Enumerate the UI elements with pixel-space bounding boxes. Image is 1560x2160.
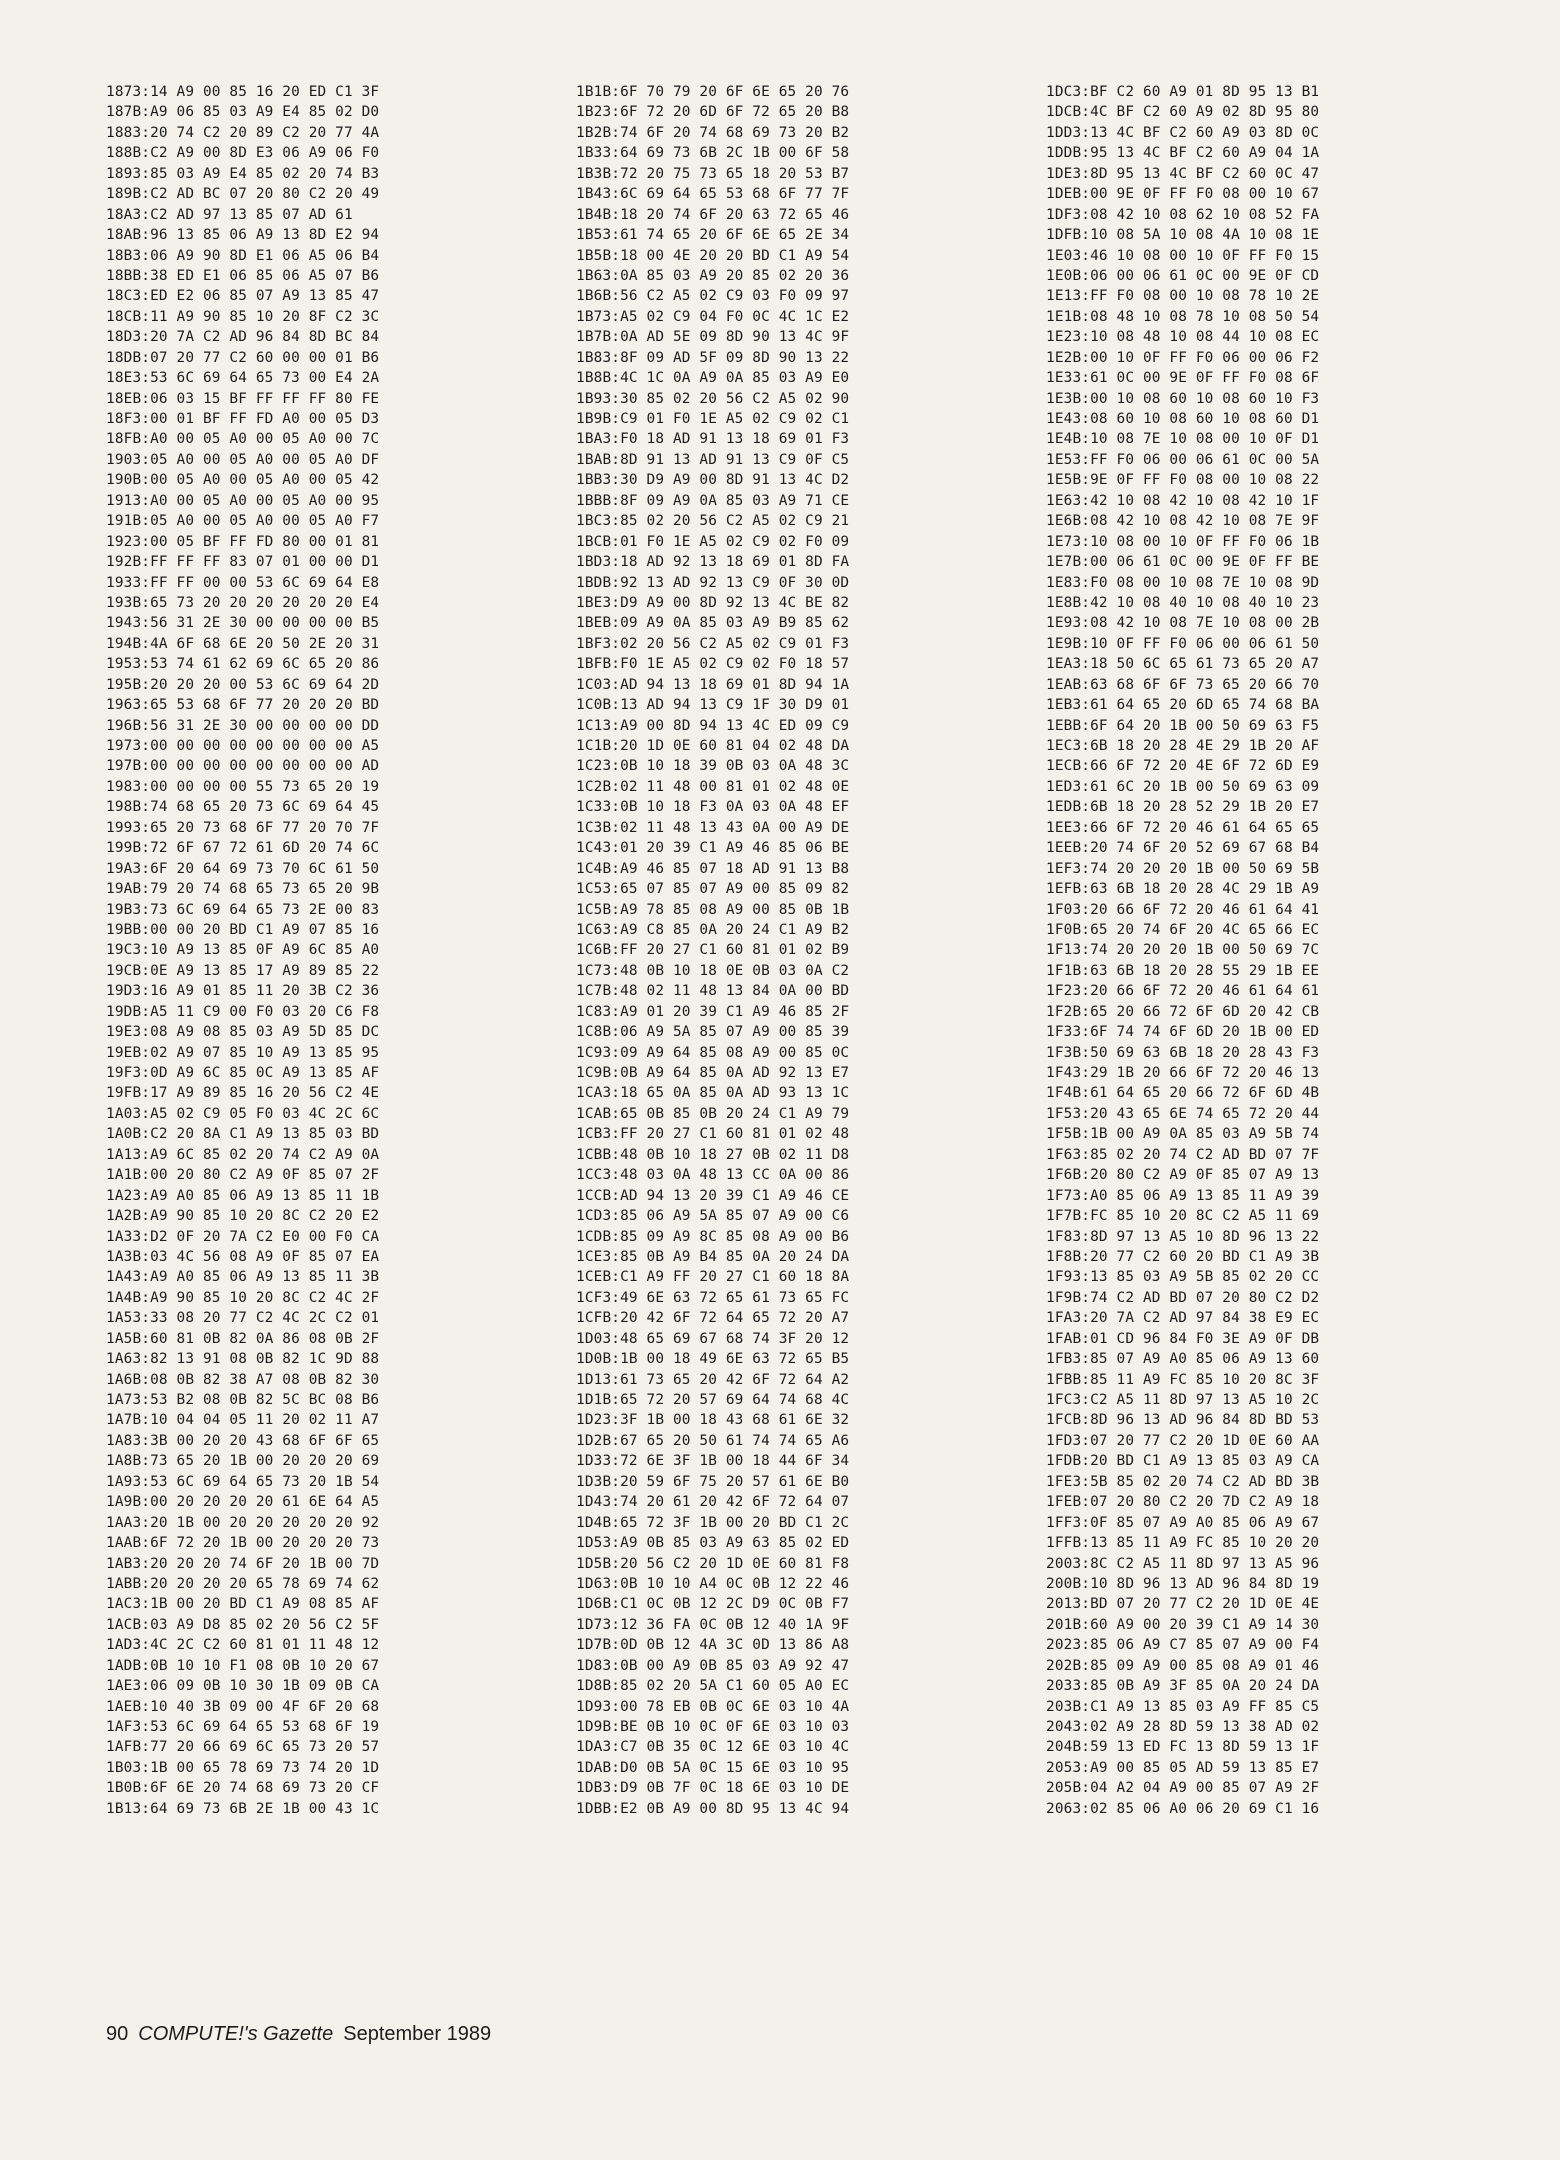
listing-line: 18E3:53 6C 69 64 65 73 00 E4 2A (106, 370, 380, 387)
listing-line: 1AEB:10 40 3B 09 00 4F 6F 20 68 (106, 1698, 380, 1715)
listing-line: 1DB3:D9 0B 7F 0C 18 6E 03 10 DE (576, 1780, 850, 1797)
listing-line: 188B:C2 A9 00 8D E3 06 A9 06 F0 (106, 145, 380, 162)
listing-line: 1F0B:65 20 74 6F 20 4C 65 66 EC (1046, 921, 1320, 938)
listing-line: 1F9B:74 C2 AD BD 07 20 80 C2 D2 (1046, 1289, 1320, 1306)
listing-line: 1ECB:66 6F 72 20 4E 6F 72 6D E9 (1046, 758, 1320, 775)
publication-name: COMPUTE!'s Gazette (138, 2023, 334, 2045)
listing-column-3 (1046, 82, 1486, 1819)
listing-line: 1E3B:00 10 08 60 10 08 60 10 F3 (1046, 390, 1320, 407)
listing-line: 1E83:F0 08 00 10 08 7E 10 08 9D (1046, 574, 1320, 591)
listing-line: 1B8B:4C 1C 0A A9 0A 85 03 A9 E0 (576, 370, 850, 387)
listing-line: 1943:56 31 2E 30 00 00 00 00 B5 (106, 615, 380, 632)
listing-line: 192B:FF FF FF 83 07 01 00 00 D1 (106, 554, 380, 571)
listing-line: 1A73:53 B2 08 0B 82 5C BC 08 B6 (106, 1392, 380, 1408)
listing-line: 1B1B:6F 70 79 20 6F 6E 65 20 76 (576, 84, 850, 100)
listing-line: 1A5B:60 81 0B 82 0A 86 08 0B 2F (106, 1330, 380, 1347)
listing-line: 1AF3:53 6C 69 64 65 53 68 6F 19 (106, 1719, 380, 1735)
listing-line: 1B7B:0A AD 5E 09 8D 90 13 4C 9F (576, 329, 850, 346)
listing-line: 1C13:A9 00 8D 94 13 4C ED 09 C9 (576, 717, 850, 734)
listing-line: 19C3:10 A9 13 85 0F A9 6C 85 A0 (106, 942, 380, 959)
listing-line: 1FEB:07 20 80 C2 20 7D C2 A9 18 (1046, 1494, 1320, 1511)
listing-line: 1A33:D2 0F 20 7A C2 E0 00 F0 CA (106, 1228, 380, 1245)
listing-line: 1D7B:0D 0B 12 4A 3C 0D 13 86 A8 (576, 1637, 850, 1654)
listing-line: 1BFB:F0 1E A5 02 C9 02 F0 18 57 (576, 656, 850, 673)
listing-line: 18BB:38 ED E1 06 85 06 A5 07 B6 (106, 267, 380, 284)
listing-line: 1FC3:C2 A5 11 8D 97 13 A5 10 2C (1046, 1392, 1320, 1408)
listing-line: 1E9B:10 0F FF F0 06 00 06 61 50 (1046, 635, 1320, 652)
listing-line: 1B6B:56 C2 A5 02 C9 03 F0 09 97 (576, 288, 850, 305)
listing-line: 1DCB:4C BF C2 60 A9 02 8D 95 80 (1046, 104, 1320, 121)
listing-line: 1BCB:01 F0 1E A5 02 C9 02 F0 09 (576, 533, 850, 550)
listing-line: 1A3B:03 4C 56 08 A9 0F 85 07 EA (106, 1248, 380, 1265)
listing-line: 18AB:96 13 85 06 A9 13 8D E2 94 (106, 227, 380, 244)
listing-line: 1C4B:A9 46 85 07 18 AD 91 13 B8 (576, 860, 850, 877)
listing-line: 1D1B:65 72 20 57 69 64 74 68 4C (576, 1392, 850, 1408)
listing-line: 19BB:00 00 20 BD C1 A9 07 85 16 (106, 921, 380, 938)
listing-line: 1F13:74 20 20 20 1B 00 50 69 7C (1046, 942, 1320, 959)
listing-line: 1A83:3B 00 20 20 43 68 6F 6F 65 (106, 1432, 380, 1449)
listing-line: 1AB3:20 20 20 74 6F 20 1B 00 7D (106, 1555, 380, 1572)
listing-line: 1A13:A9 6C 85 02 20 74 C2 A9 0A (106, 1146, 380, 1163)
listing-line: 1D6B:C1 0C 0B 12 2C D9 0C 0B F7 (576, 1596, 850, 1613)
listing-line: 18B3:06 A9 90 8D E1 06 A5 06 B4 (106, 247, 380, 264)
listing-line: 1F6B:20 80 C2 A9 0F 85 07 A9 13 (1046, 1167, 1320, 1184)
listing-line: 1D8B:85 02 20 5A C1 60 05 A0 EC (576, 1678, 850, 1695)
listing-line: 1923:00 05 BF FF FD 80 00 01 81 (106, 533, 380, 550)
listing-line: 1973:00 00 00 00 00 00 00 00 A5 (106, 738, 380, 754)
listing-line: 1BEB:09 A9 0A 85 03 A9 B9 85 62 (576, 615, 850, 632)
listing-line: 1C9B:0B A9 64 85 0A AD 92 13 E7 (576, 1065, 850, 1081)
listing-line: 1CC3:48 03 0A 48 13 CC 0A 00 86 (576, 1167, 850, 1184)
listing-line: 1BE3:D9 A9 00 8D 92 13 4C BE 82 (576, 594, 850, 611)
listing-line: 2013:BD 07 20 77 C2 20 1D 0E 4E (1046, 1596, 1320, 1613)
listing-column-1 (106, 82, 546, 1819)
listing-line: 1BBB:8F 09 A9 0A 85 03 A9 71 CE (576, 492, 850, 509)
listing-line: 1E63:42 10 08 42 10 08 42 10 1F (1046, 492, 1320, 509)
listing-line: 19FB:17 A9 89 85 16 20 56 C2 4E (106, 1085, 380, 1102)
listing-line: 1A1B:00 20 80 C2 A9 0F 85 07 2F (106, 1167, 380, 1184)
listing-line: 1E53:FF F0 06 00 06 61 0C 00 5A (1046, 451, 1320, 468)
listing-line: 187B:A9 06 85 03 A9 E4 85 02 D0 (106, 104, 380, 121)
listing-line: 1B43:6C 69 64 65 53 68 6F 77 7F (576, 186, 850, 203)
listing-line: 1F7B:FC 85 10 20 8C C2 A5 11 69 (1046, 1208, 1320, 1225)
listing-line: 1B23:6F 72 20 6D 6F 72 65 20 B8 (576, 104, 850, 121)
listing-line: 1F43:29 1B 20 66 6F 72 20 46 13 (1046, 1065, 1320, 1081)
listing-column-2 (576, 82, 1016, 1819)
listing-line: 1FAB:01 CD 96 84 F0 3E A9 0F DB (1046, 1330, 1320, 1347)
listing-line: 1B53:61 74 65 20 6F 6E 65 2E 34 (576, 227, 850, 244)
listing-line: 1B3B:72 20 75 73 65 18 20 53 B7 (576, 165, 850, 182)
listing-line: 1E33:61 0C 00 9E 0F FF F0 08 6F (1046, 370, 1320, 387)
listing-line: 1CE3:85 0B A9 B4 85 0A 20 24 DA (576, 1248, 850, 1265)
listing-line: 1EDB:6B 18 20 28 52 29 1B 20 E7 (1046, 799, 1320, 816)
listing-line: 1D83:0B 00 A9 0B 85 03 A9 92 47 (576, 1657, 850, 1674)
listing-line: 1CF3:49 6E 63 72 65 61 73 65 FC (576, 1289, 850, 1306)
listing-line: 1EC3:6B 18 20 28 4E 29 1B 20 AF (1046, 738, 1320, 754)
listing-line: 1C7B:48 02 11 48 13 84 0A 00 BD (576, 983, 850, 1000)
listing-line: 1EA3:18 50 6C 65 61 73 65 20 A7 (1046, 656, 1320, 673)
listing-line: 19F3:0D A9 6C 85 0C A9 13 85 AF (106, 1065, 380, 1081)
listing-line: 1FDB:20 BD C1 A9 13 85 03 A9 CA (1046, 1453, 1320, 1470)
listing-line: 189B:C2 AD BC 07 20 80 C2 20 49 (106, 186, 380, 203)
listing-line: 1F53:20 43 65 6E 74 65 72 20 44 (1046, 1105, 1320, 1122)
listing-line: 1D53:A9 0B 85 03 A9 63 85 02 ED (576, 1535, 850, 1552)
page-footer (106, 2023, 501, 2046)
listing-line: 1BC3:85 02 20 56 C2 A5 02 C9 21 (576, 513, 850, 530)
listing-line: 1883:20 74 C2 20 89 C2 20 77 4A (106, 124, 380, 141)
listing-line: 1C63:A9 C8 85 0A 20 24 C1 A9 B2 (576, 921, 850, 938)
listing-line: 1F63:85 02 20 74 C2 AD BD 07 7F (1046, 1146, 1320, 1163)
listing-line: 18A3:C2 AD 97 13 85 07 AD 61 (106, 206, 353, 223)
listing-line: 1E03:46 10 08 00 10 0F FF F0 15 (1046, 247, 1320, 264)
listing-line: 1CEB:C1 A9 FF 20 27 C1 60 18 8A (576, 1269, 850, 1286)
listing-line: 196B:56 31 2E 30 00 00 00 00 DD (106, 717, 380, 734)
listing-line: 1BB3:30 D9 A9 00 8D 91 13 4C D2 (576, 472, 850, 489)
listing-line: 1963:65 53 68 6F 77 20 20 20 BD (106, 697, 380, 714)
listing-line: 1B0B:6F 6E 20 74 68 69 73 20 CF (106, 1780, 380, 1797)
listing-line: 2043:02 A9 28 8D 59 13 38 AD 02 (1046, 1719, 1320, 1735)
listing-line: 1C03:AD 94 13 18 69 01 8D 94 1A (576, 676, 850, 693)
listing-line: 18C3:ED E2 06 85 07 A9 13 85 47 (106, 288, 380, 305)
listing-line: 1DF3:08 42 10 08 62 10 08 52 FA (1046, 206, 1320, 223)
listing-line: 1A2B:A9 90 85 10 20 8C C2 20 E2 (106, 1208, 380, 1225)
listing-line: 1CA3:18 65 0A 85 0A AD 93 13 1C (576, 1085, 850, 1102)
listing-line: 1FF3:0F 85 07 A9 A0 85 06 A9 67 (1046, 1514, 1320, 1531)
listing-line: 193B:65 73 20 20 20 20 20 20 E4 (106, 594, 380, 611)
listing-line: 1F03:20 66 6F 72 20 46 61 64 41 (1046, 901, 1320, 918)
listing-line: 19AB:79 20 74 68 65 73 65 20 9B (106, 881, 380, 898)
listing-line: 1F2B:65 20 66 72 6F 6D 20 42 CB (1046, 1003, 1320, 1020)
listing-line: 1CCB:AD 94 13 20 39 C1 A9 46 CE (576, 1187, 850, 1204)
listing-line: 1F4B:61 64 65 20 66 72 6F 6D 4B (1046, 1085, 1320, 1102)
listing-line: 1A03:A5 02 C9 05 F0 03 4C 2C 6C (106, 1105, 380, 1122)
listing-line: 1F1B:63 6B 18 20 28 55 29 1B EE (1046, 962, 1320, 979)
page-number: 90 (106, 2023, 129, 2045)
listing-line: 1D23:3F 1B 00 18 43 68 61 6E 32 (576, 1412, 850, 1429)
listing-line: 1DC3:BF C2 60 A9 01 8D 95 13 B1 (1046, 84, 1320, 100)
listing-line: 1D43:74 20 61 20 42 6F 72 64 07 (576, 1494, 850, 1511)
listing-line: 1933:FF FF 00 00 53 6C 69 64 E8 (106, 574, 380, 591)
listing-line: 1C43:01 20 39 C1 A9 46 85 06 BE (576, 840, 850, 857)
listing-line: 1EEB:20 74 6F 20 52 69 67 68 B4 (1046, 840, 1320, 857)
listing-line: 18DB:07 20 77 C2 60 00 00 01 B6 (106, 349, 380, 366)
listing-line: 1B33:64 69 73 6B 2C 1B 00 6F 58 (576, 145, 850, 162)
listing-line: 1C3B:02 11 48 13 43 0A 00 A9 DE (576, 819, 850, 836)
listing-line: 1B13:64 69 73 6B 2E 1B 00 43 1C (106, 1800, 380, 1817)
listing-line: 1C33:0B 10 18 F3 0A 03 0A 48 EF (576, 799, 850, 816)
listing-line: 1953:53 74 61 62 69 6C 65 20 86 (106, 656, 380, 673)
listing-line: 1913:A0 00 05 A0 00 05 A0 00 95 (106, 492, 380, 509)
listing-line: 1CD3:85 06 A9 5A 85 07 A9 00 C6 (576, 1208, 850, 1225)
listing-line: 1B03:1B 00 65 78 69 73 74 20 1D (106, 1759, 380, 1776)
listing-line: 1FA3:20 7A C2 AD 97 84 38 E9 EC (1046, 1310, 1320, 1327)
listing-line: 1B73:A5 02 C9 04 F0 0C 4C 1C E2 (576, 308, 850, 325)
listing-line: 19E3:08 A9 08 85 03 A9 5D 85 DC (106, 1024, 380, 1041)
listing-line: 1E13:FF F0 08 00 10 08 78 10 2E (1046, 288, 1320, 305)
listing-line: 18CB:11 A9 90 85 10 20 8F C2 3C (106, 308, 380, 325)
listing-line: 1A9B:00 20 20 20 20 61 6E 64 A5 (106, 1494, 380, 1511)
listing-line: 1993:65 20 73 68 6F 77 20 70 7F (106, 819, 380, 836)
listing-line: 1CDB:85 09 A9 8C 85 08 A9 00 B6 (576, 1228, 850, 1245)
listing-line: 19A3:6F 20 64 69 73 70 6C 61 50 (106, 860, 380, 877)
listing-line: 1F8B:20 77 C2 60 20 BD C1 A9 3B (1046, 1248, 1320, 1265)
listing-line: 1E8B:42 10 08 40 10 08 40 10 23 (1046, 594, 1320, 611)
listing-line: 198B:74 68 65 20 73 6C 69 64 45 (106, 799, 380, 816)
listing-line: 1C93:09 A9 64 85 08 A9 00 85 0C (576, 1044, 850, 1061)
listing-line: 1BD3:18 AD 92 13 18 69 01 8D FA (576, 554, 850, 571)
listing-line: 1C73:48 0B 10 18 0E 0B 03 0A C2 (576, 962, 850, 979)
listing-line: 1A63:82 13 91 08 0B 82 1C 9D 88 (106, 1351, 380, 1368)
listing-line: 1E7B:00 06 61 0C 00 9E 0F FF BE (1046, 554, 1320, 571)
listing-line: 1FBB:85 11 A9 FC 85 10 20 8C 3F (1046, 1371, 1320, 1388)
listing-line: 1AFB:77 20 66 69 6C 65 73 20 57 (106, 1739, 380, 1756)
listing-line: 1983:00 00 00 00 55 73 65 20 19 (106, 778, 380, 795)
listing-line: 19CB:0E A9 13 85 17 A9 89 85 22 (106, 962, 380, 979)
listing-line: 1C8B:06 A9 5A 85 07 A9 00 85 39 (576, 1024, 850, 1041)
listing-line: 1BAB:8D 91 13 AD 91 13 C9 0F C5 (576, 451, 850, 468)
listing-line: 1E43:08 60 10 08 60 10 08 60 D1 (1046, 411, 1320, 427)
listing-line: 1F93:13 85 03 A9 5B 85 02 20 CC (1046, 1269, 1320, 1286)
listing-line: 1DFB:10 08 5A 10 08 4A 10 08 1E (1046, 227, 1320, 244)
listing-line: 1E6B:08 42 10 08 42 10 08 7E 9F (1046, 513, 1320, 530)
listing-line: 1E1B:08 48 10 08 78 10 08 50 54 (1046, 308, 1320, 325)
listing-line: 19D3:16 A9 01 85 11 20 3B C2 36 (106, 983, 380, 1000)
listing-line: 1FD3:07 20 77 C2 20 1D 0E 60 AA (1046, 1432, 1320, 1449)
listing-line: 1DBB:E2 0B A9 00 8D 95 13 4C 94 (576, 1800, 850, 1817)
listing-line: 1B63:0A 85 03 A9 20 85 02 20 36 (576, 267, 850, 284)
listing-line: 1DA3:C7 0B 35 0C 12 6E 03 10 4C (576, 1739, 850, 1756)
listing-line: 1D03:48 65 69 67 68 74 3F 20 12 (576, 1330, 850, 1347)
listing-line: 19DB:A5 11 C9 00 F0 03 20 C6 F8 (106, 1003, 380, 1020)
listing-line: 1A8B:73 65 20 1B 00 20 20 20 69 (106, 1453, 380, 1470)
listing-line: 1C6B:FF 20 27 C1 60 81 01 02 B9 (576, 942, 850, 959)
listing-line: 1BF3:02 20 56 C2 A5 02 C9 01 F3 (576, 635, 850, 652)
listing-line: 1AAB:6F 72 20 1B 00 20 20 20 73 (106, 1535, 380, 1552)
listing-line: 1B9B:C9 01 F0 1E A5 02 C9 02 C1 (576, 411, 850, 427)
listing-line: 1EE3:66 6F 72 20 46 61 64 65 65 (1046, 819, 1320, 836)
listing-line: 1C1B:20 1D 0E 60 81 04 02 48 DA (576, 738, 850, 754)
listing-line: 191B:05 A0 00 05 A0 00 05 A0 F7 (106, 513, 380, 530)
listing-line: 1BDB:92 13 AD 92 13 C9 0F 30 0D (576, 574, 850, 591)
listing-line: 205B:04 A2 04 A9 00 85 07 A9 2F (1046, 1780, 1320, 1797)
listing-line: 19B3:73 6C 69 64 65 73 2E 00 83 (106, 901, 380, 918)
listing-line: 1FFB:13 85 11 A9 FC 85 10 20 20 (1046, 1535, 1320, 1552)
listing-line: 1FE3:5B 85 02 20 74 C2 AD BD 3B (1046, 1473, 1320, 1490)
listing-line: 1903:05 A0 00 05 A0 00 05 A0 DF (106, 451, 380, 468)
listing-line: 2003:8C C2 A5 11 8D 97 13 A5 96 (1046, 1555, 1320, 1572)
listing-line: 1D13:61 73 65 20 42 6F 72 64 A2 (576, 1371, 850, 1388)
listing-line: 1DE3:8D 95 13 4C BF C2 60 0C 47 (1046, 165, 1320, 182)
listing-line: 1A93:53 6C 69 64 65 73 20 1B 54 (106, 1473, 380, 1490)
listing-line: 1C0B:13 AD 94 13 C9 1F 30 D9 01 (576, 697, 850, 714)
listing-line: 203B:C1 A9 13 85 03 A9 FF 85 C5 (1046, 1698, 1320, 1715)
listing-line: 1C23:0B 10 18 39 0B 03 0A 48 3C (576, 758, 850, 775)
listing-line: 194B:4A 6F 68 6E 20 50 2E 20 31 (106, 635, 380, 652)
listing-line: 1D63:0B 10 10 A4 0C 0B 12 22 46 (576, 1575, 850, 1592)
listing-line: 1D0B:1B 00 18 49 6E 63 72 65 B5 (576, 1351, 850, 1368)
listing-line: 1EAB:63 68 6F 6F 73 65 20 66 70 (1046, 676, 1320, 693)
listing-line: 1AD3:4C 2C C2 60 81 01 11 48 12 (106, 1637, 380, 1654)
listing-line: 19EB:02 A9 07 85 10 A9 13 85 95 (106, 1044, 380, 1061)
listing-line: 1F5B:1B 00 A9 0A 85 03 A9 5B 74 (1046, 1126, 1320, 1143)
listing-line: 18FB:A0 00 05 A0 00 05 A0 00 7C (106, 431, 380, 448)
listing-line: 1EB3:61 64 65 20 6D 65 74 68 BA (1046, 697, 1320, 714)
listing-line: 1C2B:02 11 48 00 81 01 02 48 0E (576, 778, 850, 795)
listing-line: 1E5B:9E 0F FF F0 08 00 10 08 22 (1046, 472, 1320, 489)
listing-line: 1D3B:20 59 6F 75 20 57 61 6E B0 (576, 1473, 850, 1490)
listing-line: 204B:59 13 ED FC 13 8D 59 13 1F (1046, 1739, 1320, 1756)
listing-line: 1CB3:FF 20 27 C1 60 81 01 02 48 (576, 1126, 850, 1143)
listing-line: 1C5B:A9 78 85 08 A9 00 85 0B 1B (576, 901, 850, 918)
listing-line: 1D33:72 6E 3F 1B 00 18 44 6F 34 (576, 1453, 850, 1470)
listing-line: 201B:60 A9 00 20 39 C1 A9 14 30 (1046, 1616, 1320, 1633)
listing-line: 1D9B:BE 0B 10 0C 0F 6E 03 10 03 (576, 1719, 850, 1735)
listing-line: 1873:14 A9 00 85 16 20 ED C1 3F (106, 84, 380, 100)
listing-line: 1A6B:08 0B 82 38 A7 08 0B 82 30 (106, 1371, 380, 1388)
listing-line: 195B:20 20 20 00 53 6C 69 64 2D (106, 676, 380, 693)
hex-listing (106, 82, 1486, 1819)
listing-line: 1AA3:20 1B 00 20 20 20 20 20 92 (106, 1514, 380, 1531)
listing-line: 1D5B:20 56 C2 20 1D 0E 60 81 F8 (576, 1555, 850, 1572)
listing-line: 1ED3:61 6C 20 1B 00 50 69 63 09 (1046, 778, 1320, 795)
listing-line: 2023:85 06 A9 C7 85 07 A9 00 F4 (1046, 1637, 1320, 1654)
listing-line: 1ADB:0B 10 10 F1 08 0B 10 20 67 (106, 1657, 380, 1674)
listing-line: 1AC3:1B 00 20 BD C1 A9 08 85 AF (106, 1596, 380, 1613)
listing-line: 199B:72 6F 67 72 61 6D 20 74 6C (106, 840, 380, 857)
listing-line: 1CBB:48 0B 10 18 27 0B 02 11 D8 (576, 1146, 850, 1163)
listing-line: 1E4B:10 08 7E 10 08 00 10 0F D1 (1046, 431, 1320, 448)
listing-line: 18D3:20 7A C2 AD 96 84 8D BC 84 (106, 329, 380, 346)
listing-line: 1FCB:8D 96 13 AD 96 84 8D BD 53 (1046, 1412, 1320, 1429)
listing-line: 1CFB:20 42 6F 72 64 65 72 20 A7 (576, 1310, 850, 1327)
listing-line: 1AE3:06 09 0B 10 30 1B 09 0B CA (106, 1678, 380, 1695)
listing-line: 1FB3:85 07 A9 A0 85 06 A9 13 60 (1046, 1351, 1320, 1368)
listing-line: 1B83:8F 09 AD 5F 09 8D 90 13 22 (576, 349, 850, 366)
listing-line: 1F23:20 66 6F 72 20 46 61 64 61 (1046, 983, 1320, 1000)
listing-line: 2063:02 85 06 A0 06 20 69 C1 16 (1046, 1800, 1320, 1817)
listing-line: 1DAB:D0 0B 5A 0C 15 6E 03 10 95 (576, 1759, 850, 1776)
listing-line: 1A23:A9 A0 85 06 A9 13 85 11 1B (106, 1187, 380, 1204)
listing-line: 1B93:30 85 02 20 56 C2 A5 02 90 (576, 390, 850, 407)
listing-line: 1D2B:67 65 20 50 61 74 74 65 A6 (576, 1432, 850, 1449)
listing-line: 2033:85 0B A9 3F 85 0A 20 24 DA (1046, 1678, 1320, 1695)
listing-line: 1A4B:A9 90 85 10 20 8C C2 4C 2F (106, 1289, 380, 1306)
listing-line: 190B:00 05 A0 00 05 A0 00 05 42 (106, 472, 380, 489)
listing-line: 1E2B:00 10 0F FF F0 06 00 06 F2 (1046, 349, 1320, 366)
listing-line: 1ABB:20 20 20 20 65 78 69 74 62 (106, 1575, 380, 1592)
listing-line: 1A43:A9 A0 85 06 A9 13 85 11 3B (106, 1269, 380, 1286)
listing-line: 1B4B:18 20 74 6F 20 63 72 65 46 (576, 206, 850, 223)
listing-line: 1D73:12 36 FA 0C 0B 12 40 1A 9F (576, 1616, 850, 1633)
listing-line: 1A0B:C2 20 8A C1 A9 13 85 03 BD (106, 1126, 380, 1143)
listing-line: 1A7B:10 04 04 05 11 20 02 11 A7 (106, 1412, 380, 1429)
listing-line: 1D4B:65 72 3F 1B 00 20 BD C1 2C (576, 1514, 850, 1531)
listing-line: 1F3B:50 69 63 6B 18 20 28 43 F3 (1046, 1044, 1320, 1061)
listing-line: 202B:85 09 A9 00 85 08 A9 01 46 (1046, 1657, 1320, 1674)
listing-line: 1B2B:74 6F 20 74 68 69 73 20 B2 (576, 124, 850, 141)
listing-line: 1CAB:65 0B 85 0B 20 24 C1 A9 79 (576, 1105, 850, 1122)
listing-line: 2053:A9 00 85 05 AD 59 13 85 E7 (1046, 1759, 1320, 1776)
listing-line: 1EF3:74 20 20 20 1B 00 50 69 5B (1046, 860, 1320, 877)
listing-line: 1E73:10 08 00 10 0F FF F0 06 1B (1046, 533, 1320, 550)
listing-line: 1BA3:F0 18 AD 91 13 18 69 01 F3 (576, 431, 850, 448)
listing-line: 18EB:06 03 15 BF FF FF FF 80 FE (106, 390, 380, 407)
listing-line: 1DDB:95 13 4C BF C2 60 A9 04 1A (1046, 145, 1320, 162)
listing-line: 18F3:00 01 BF FF FD A0 00 05 D3 (106, 411, 380, 427)
listing-line: 1B5B:18 00 4E 20 20 BD C1 A9 54 (576, 247, 850, 264)
listing-line: 1C83:A9 01 20 39 C1 A9 46 85 2F (576, 1003, 850, 1020)
listing-line: 1EFB:63 6B 18 20 28 4C 29 1B A9 (1046, 881, 1320, 898)
listing-line: 1F33:6F 74 74 6F 6D 20 1B 00 ED (1046, 1024, 1320, 1041)
listing-line: 1D93:00 78 EB 0B 0C 6E 03 10 4A (576, 1698, 850, 1715)
listing-line: 1ACB:03 A9 D8 85 02 20 56 C2 5F (106, 1616, 380, 1633)
listing-line: 1E93:08 42 10 08 7E 10 08 00 2B (1046, 615, 1320, 632)
listing-line: 1F83:8D 97 13 A5 10 8D 96 13 22 (1046, 1228, 1320, 1245)
listing-line: 1E23:10 08 48 10 08 44 10 08 EC (1046, 329, 1320, 346)
listing-line: 200B:10 8D 96 13 AD 96 84 8D 19 (1046, 1575, 1320, 1592)
listing-line: 1C53:65 07 85 07 A9 00 85 09 82 (576, 881, 850, 898)
listing-line: 1DEB:00 9E 0F FF F0 08 00 10 67 (1046, 186, 1320, 203)
issue-date: September 1989 (343, 2023, 492, 2045)
listing-line: 197B:00 00 00 00 00 00 00 00 AD (106, 758, 380, 775)
listing-line: 1A53:33 08 20 77 C2 4C 2C C2 01 (106, 1310, 380, 1327)
listing-line: 1EBB:6F 64 20 1B 00 50 69 63 F5 (1046, 717, 1320, 734)
listing-line: 1DD3:13 4C BF C2 60 A9 03 8D 0C (1046, 124, 1320, 141)
listing-line: 1893:85 03 A9 E4 85 02 20 74 B3 (106, 165, 380, 182)
listing-line: 1E0B:06 00 06 61 0C 00 9E 0F CD (1046, 267, 1320, 284)
listing-line: 1F73:A0 85 06 A9 13 85 11 A9 39 (1046, 1187, 1320, 1204)
